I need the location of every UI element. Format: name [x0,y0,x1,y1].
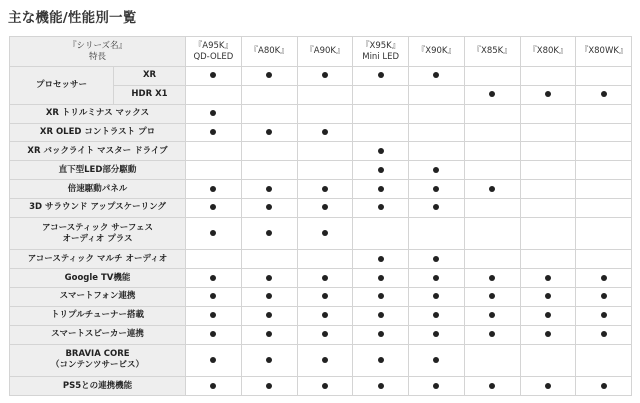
filled-circle-icon [266,230,272,236]
feature-label-cell [10,104,186,123]
processor-type-label: HDR X1 [114,85,186,104]
filled-circle-icon [266,186,272,192]
filled-circle-icon [378,186,384,192]
feature-cell [241,104,297,123]
feature-cell [576,288,632,307]
feature-cell [297,85,353,104]
feature-cell [464,269,520,288]
feature-cell [576,344,632,376]
feature-name: スマートフォン連携 [59,291,136,302]
filled-circle-icon [266,293,272,299]
filled-circle-icon [210,383,216,389]
feature-cell [520,217,576,249]
table-row [10,325,632,344]
feature-cell [409,123,465,142]
feature-cell [464,104,520,123]
model-header-cell [576,37,632,67]
filled-circle-icon [378,204,384,210]
feature-cell [520,67,576,86]
feature-cell [576,67,632,86]
filled-circle-icon [322,204,328,210]
feature-label-cell [10,288,186,307]
feature-name: 倍速駆動パネル [67,183,128,194]
feature-cell [297,344,353,376]
table-row [10,217,632,249]
feature-label-cell [10,306,186,325]
feature-cell [353,85,409,104]
model-header-cell [297,37,353,67]
filled-circle-icon [266,275,272,281]
feature-cell [464,142,520,161]
filled-circle-icon [489,312,495,318]
feature-cell [297,250,353,269]
feature-name: トリプルチューナー搭載 [51,310,144,321]
table-row [10,142,632,161]
filled-circle-icon [210,72,216,78]
feature-cell [353,325,409,344]
feature-cell [520,306,576,325]
table-row [10,199,632,218]
filled-circle-icon [601,312,607,318]
filled-circle-icon [266,357,272,363]
filled-circle-icon [210,129,216,135]
feature-cell [409,67,465,86]
filled-circle-icon [545,275,551,281]
feature-cell [464,199,520,218]
feature-cell [520,269,576,288]
feature-cell [576,250,632,269]
feature-cell [297,67,353,86]
filled-circle-icon [378,256,384,262]
feature-cell [353,180,409,199]
filled-circle-icon [433,256,439,262]
feature-cell [409,325,465,344]
feature-cell [353,377,409,396]
filled-circle-icon [489,91,495,97]
filled-circle-icon [489,293,495,299]
feature-cell [241,344,297,376]
feature-cell [186,180,242,199]
feature-cell [241,269,297,288]
feature-cell [186,85,242,104]
feature-cell [353,306,409,325]
feature-name: 3D サラウンド アップスケーリング [29,202,166,213]
filled-circle-icon [210,275,216,281]
feature-cell [241,123,297,142]
filled-circle-icon [545,293,551,299]
feature-cell [464,306,520,325]
feature-cell [520,325,576,344]
filled-circle-icon [322,331,328,337]
feature-cell [576,199,632,218]
feature-cell [241,161,297,180]
model-header-cell [464,37,520,67]
feature-cell [576,85,632,104]
filled-circle-icon [433,357,439,363]
feature-cell [409,161,465,180]
model-header-cell [241,37,297,67]
feature-cell [353,104,409,123]
filled-circle-icon [433,331,439,337]
feature-cell [353,344,409,376]
filled-circle-icon [433,72,439,78]
feature-name: アコースティック マルチ オーディオ [27,253,168,264]
feature-cell [297,377,353,396]
filled-circle-icon [378,275,384,281]
filled-circle-icon [433,275,439,281]
feature-cell [520,344,576,376]
feature-cell [186,199,242,218]
table-row [10,377,632,396]
model-name: 『A95K』 [193,40,233,51]
model-header-cell [186,37,242,67]
filled-circle-icon [322,293,328,299]
feature-label-cell [10,377,186,396]
filled-circle-icon [266,312,272,318]
filled-circle-icon [489,186,495,192]
feature-cell [353,199,409,218]
filled-circle-icon [601,293,607,299]
feature-cell [297,142,353,161]
feature-cell [297,161,353,180]
filled-circle-icon [378,148,384,154]
filled-circle-icon [545,331,551,337]
feature-label-cell [10,344,186,376]
feature-label-cell [10,199,186,218]
feature-cell [186,161,242,180]
filled-circle-icon [433,204,439,210]
feature-cell [576,217,632,249]
feature-label-cell [10,142,186,161]
feature-cell [409,199,465,218]
model-name: 『A80K』 [249,46,289,56]
model-header-cell [409,37,465,67]
feature-cell [409,85,465,104]
feature-cell [409,142,465,161]
feature-label-cell [10,180,186,199]
feature-cell [186,250,242,269]
table-row [10,288,632,307]
feature-cell [464,217,520,249]
filled-circle-icon [489,331,495,337]
table-row [10,161,632,180]
feature-cell [576,306,632,325]
feature-cell [353,217,409,249]
filled-circle-icon [378,357,384,363]
table-row [10,344,632,376]
feature-cell [241,67,297,86]
header-corner-cell [10,37,186,67]
table-row [10,123,632,142]
feature-cell [409,377,465,396]
filled-circle-icon [210,204,216,210]
filled-circle-icon [601,383,607,389]
feature-cell [576,142,632,161]
table-row [10,250,632,269]
feature-cell [353,123,409,142]
filled-circle-icon [433,167,439,173]
filled-circle-icon [210,331,216,337]
feature-name-line2: オーディオ プラス [62,233,133,244]
feature-cell [464,344,520,376]
feature-name: XR バックライト マスター ドライブ [27,145,168,156]
filled-circle-icon [210,230,216,236]
filled-circle-icon [433,293,439,299]
model-name: 『X90K』 [416,46,456,56]
feature-cell [520,161,576,180]
filled-circle-icon [378,312,384,318]
feature-cell [409,104,465,123]
feature-cell [520,123,576,142]
filled-circle-icon [210,312,216,318]
filled-circle-icon [210,186,216,192]
feature-cell [520,104,576,123]
feature-cell [186,269,242,288]
feature-cell [576,104,632,123]
filled-circle-icon [378,383,384,389]
feature-label-cell [10,269,186,288]
filled-circle-icon [210,357,216,363]
feature-name: BRAVIA CORE [65,349,130,360]
feature-cell [464,180,520,199]
feature-label-cell [10,325,186,344]
feature-cell [520,288,576,307]
feature-label: 特長 [89,51,107,62]
feature-cell [576,269,632,288]
feature-cell [464,377,520,396]
filled-circle-icon [266,204,272,210]
feature-cell [186,104,242,123]
feature-cell [409,306,465,325]
feature-cell [186,123,242,142]
filled-circle-icon [266,129,272,135]
feature-name: Google TV機能 [64,272,131,283]
feature-cell [353,67,409,86]
feature-name: スマートスピーカー連携 [51,329,144,340]
page-title: 主な機能/性能別一覧 [8,10,137,26]
filled-circle-icon [210,110,216,116]
filled-circle-icon [378,293,384,299]
filled-circle-icon [322,230,328,236]
model-name: 『A90K』 [305,46,345,56]
feature-cell [409,288,465,307]
model-name: 『X80WK』 [579,46,628,56]
feature-name: アコースティック サーフェス [42,222,153,233]
feature-cell [241,85,297,104]
table-row [10,180,632,199]
feature-cell [297,123,353,142]
table-row [10,104,632,123]
feature-cell [186,306,242,325]
feature-label-cell [10,217,186,249]
feature-cell [464,67,520,86]
filled-circle-icon [266,72,272,78]
feature-comparison-table [9,36,632,396]
filled-circle-icon [266,383,272,389]
filled-circle-icon [266,331,272,337]
model-subtitle: Mini LED [362,51,400,62]
filled-circle-icon [378,167,384,173]
feature-label-cell [10,123,186,142]
feature-label-cell [10,161,186,180]
feature-cell [409,344,465,376]
model-subtitle: QD-OLED [193,51,234,62]
filled-circle-icon [433,383,439,389]
feature-cell [576,161,632,180]
series-name-label: 『シリーズ名』 [67,40,128,51]
filled-circle-icon [545,383,551,389]
feature-cell [297,104,353,123]
feature-cell [520,250,576,269]
feature-cell [520,199,576,218]
feature-cell [520,142,576,161]
table-row [10,306,632,325]
feature-cell [297,306,353,325]
table-header-row [10,37,632,67]
feature-cell [353,250,409,269]
feature-cell [464,123,520,142]
feature-cell [297,180,353,199]
feature-cell [241,142,297,161]
feature-cell [409,269,465,288]
feature-cell [576,123,632,142]
feature-cell [241,288,297,307]
feature-name: PS5との連携機能 [62,380,133,391]
feature-cell [297,325,353,344]
filled-circle-icon [322,72,328,78]
feature-cell [464,288,520,307]
feature-cell [297,288,353,307]
model-name: 『X95K』 [361,40,401,51]
feature-cell [186,377,242,396]
feature-cell [353,269,409,288]
filled-circle-icon [545,91,551,97]
feature-cell [520,85,576,104]
feature-cell [464,161,520,180]
feature-cell [409,180,465,199]
feature-cell [241,180,297,199]
model-name: 『X85K』 [472,46,512,56]
processor-type-label: XR [114,67,186,86]
filled-circle-icon [322,357,328,363]
feature-cell [464,85,520,104]
filled-circle-icon [322,186,328,192]
feature-cell [186,325,242,344]
filled-circle-icon [322,129,328,135]
feature-name: 直下型LED部分駆動 [58,164,137,175]
feature-label-cell [10,250,186,269]
feature-cell [186,67,242,86]
feature-name: XR OLED コントラスト プロ [39,127,156,137]
feature-cell [241,199,297,218]
feature-cell [297,269,353,288]
feature-cell [241,325,297,344]
feature-cell [464,325,520,344]
feature-cell [297,199,353,218]
feature-cell [353,142,409,161]
feature-cell [576,180,632,199]
feature-cell [576,377,632,396]
feature-cell [353,288,409,307]
feature-cell [409,217,465,249]
feature-cell [241,250,297,269]
table-row [10,269,632,288]
filled-circle-icon [210,293,216,299]
filled-circle-icon [601,275,607,281]
filled-circle-icon [545,312,551,318]
feature-cell [241,377,297,396]
model-header-cell [520,37,576,67]
feature-name: XR トリルミナス マックス [45,108,150,119]
feature-cell [241,217,297,249]
filled-circle-icon [378,331,384,337]
filled-circle-icon [489,383,495,389]
filled-circle-icon [322,383,328,389]
feature-cell [353,161,409,180]
model-name: 『X80K』 [528,46,568,56]
filled-circle-icon [322,275,328,281]
feature-cell [186,344,242,376]
filled-circle-icon [322,312,328,318]
feature-cell [186,288,242,307]
filled-circle-icon [433,312,439,318]
feature-cell [520,180,576,199]
feature-cell [409,250,465,269]
table-row [10,67,632,86]
filled-circle-icon [601,91,607,97]
feature-cell [576,325,632,344]
feature-cell [520,377,576,396]
model-header-cell [353,37,409,67]
feature-cell [464,250,520,269]
feature-cell [297,217,353,249]
feature-cell [186,142,242,161]
filled-circle-icon [489,275,495,281]
filled-circle-icon [601,331,607,337]
filled-circle-icon [433,186,439,192]
feature-cell [241,306,297,325]
feature-name-line2: （コンテンツサービス） [50,360,145,371]
filled-circle-icon [378,72,384,78]
processor-group-label: プロセッサー [10,67,114,105]
feature-cell [186,217,242,249]
